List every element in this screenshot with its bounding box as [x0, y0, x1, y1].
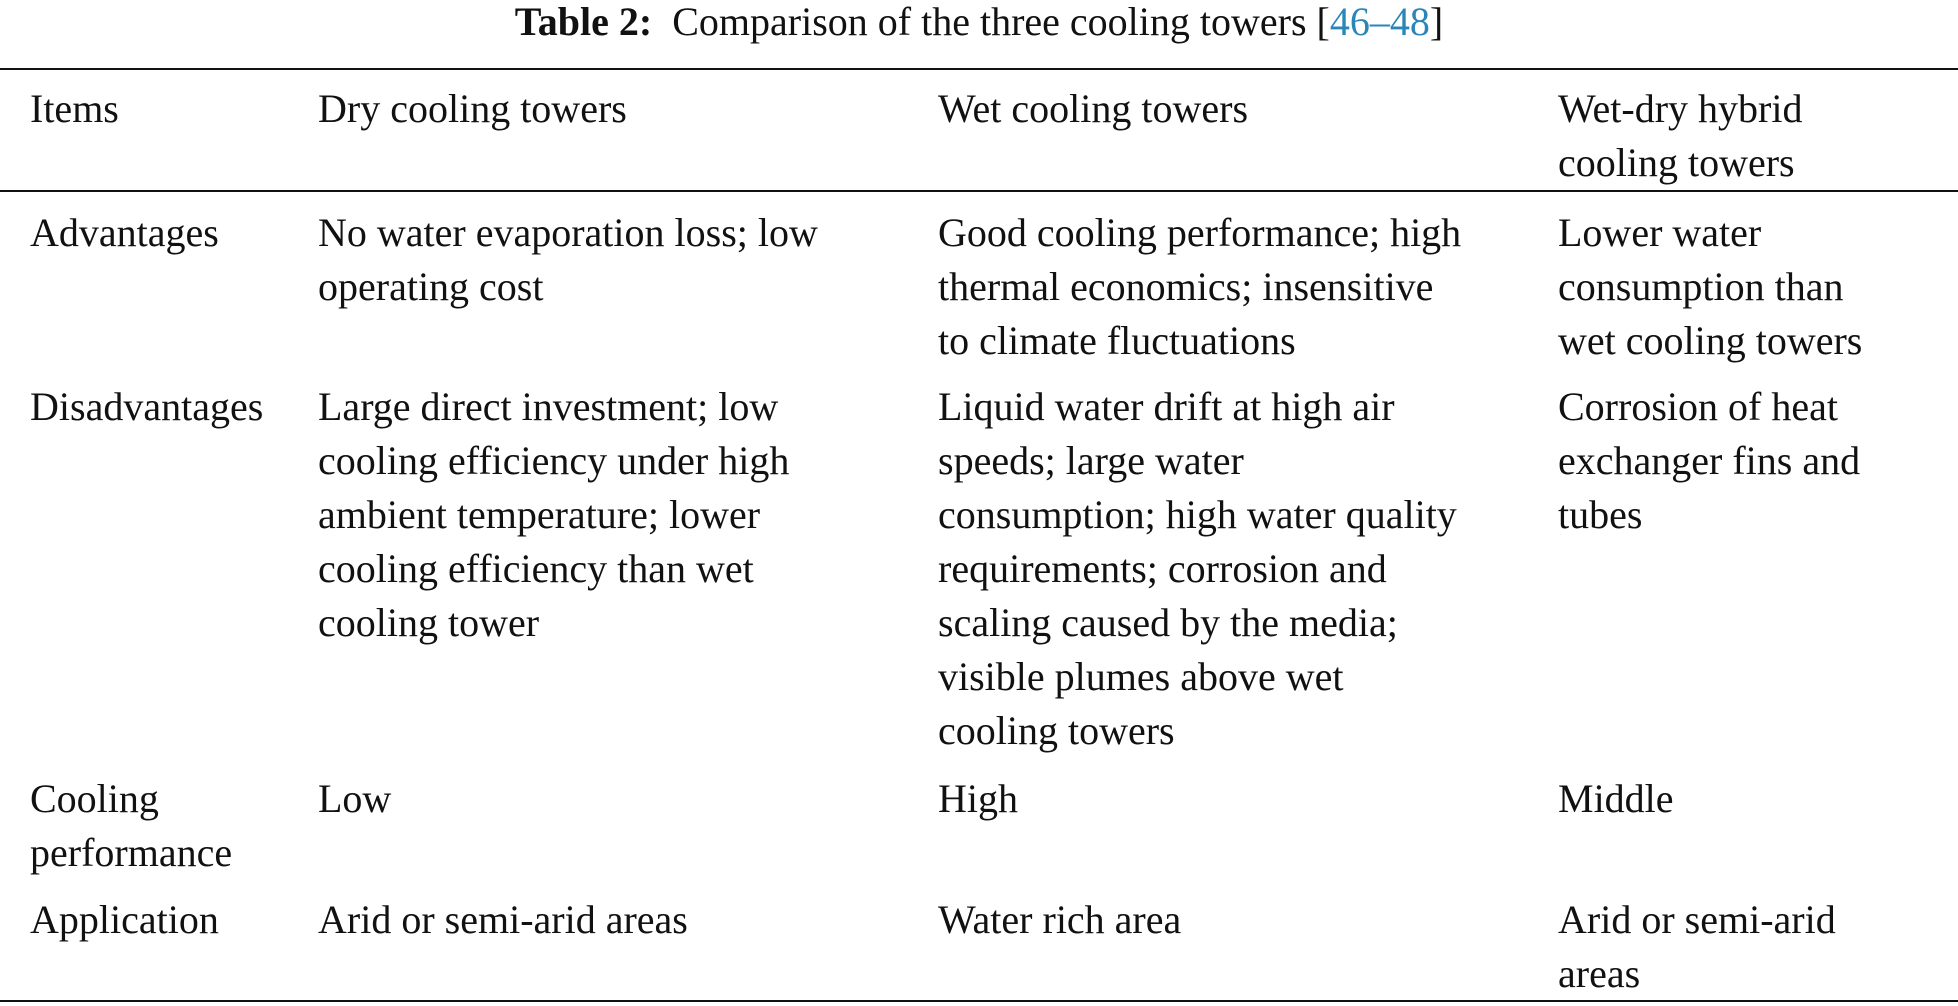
wet-cell: Water rich area — [938, 897, 1182, 942]
hybrid-cell: Corrosion of heat exchanger fins and tubes — [1558, 384, 1861, 537]
dry-cell: Arid or semi-arid areas — [318, 897, 688, 942]
header-items: Items — [30, 86, 119, 131]
row-item-label: Disadvantages — [30, 384, 264, 429]
table-top-rule — [0, 68, 1958, 70]
reference-close-bracket: ] — [1429, 0, 1444, 44]
reference-open-bracket: [ — [1316, 0, 1330, 44]
wet-cell: Good cooling performance; high thermal economics; insensitive to climate fluctuations — [938, 210, 1462, 363]
dry-cell: No water evaporation loss; low operating cost — [318, 210, 818, 309]
dry-cell: Large direct investment; low cooling efficiency under high ambient temperature; lower cooling efficiency than wet cooling tower — [318, 384, 790, 645]
table-title: Comparison of the three cooling towers — [672, 0, 1307, 44]
hybrid-cell: Middle — [1558, 776, 1674, 821]
dry-cell: Low — [318, 776, 392, 821]
row-item-label: Cooling performance — [30, 776, 233, 875]
wet-cell: High — [938, 776, 1018, 821]
table-label: Table 2: — [514, 0, 653, 44]
header-dry-cooling-towers: Dry cooling towers — [318, 86, 627, 131]
wet-cell: Liquid water drift at high air speeds; large water consumption; high water quality requirements; corrosion and scaling caused by the media; visible plumes above wet cooling towers — [938, 384, 1457, 753]
table-caption — [0, 0, 1958, 44]
row-item-label: Advantages — [30, 210, 219, 255]
row-item-label: Application — [30, 897, 219, 942]
header-hybrid-cooling-towers: Wet-dry hybrid cooling towers — [1558, 86, 1803, 185]
header-divider-rule — [0, 190, 1958, 192]
hybrid-cell: Arid or semi-arid areas — [1558, 897, 1836, 996]
header-wet-cooling-towers: Wet cooling towers — [938, 86, 1249, 131]
reference-link[interactable]: 46–48 — [1329, 0, 1430, 44]
hybrid-cell: Lower water consumption than wet cooling towers — [1558, 210, 1863, 363]
table-bottom-rule — [0, 1000, 1958, 1002]
